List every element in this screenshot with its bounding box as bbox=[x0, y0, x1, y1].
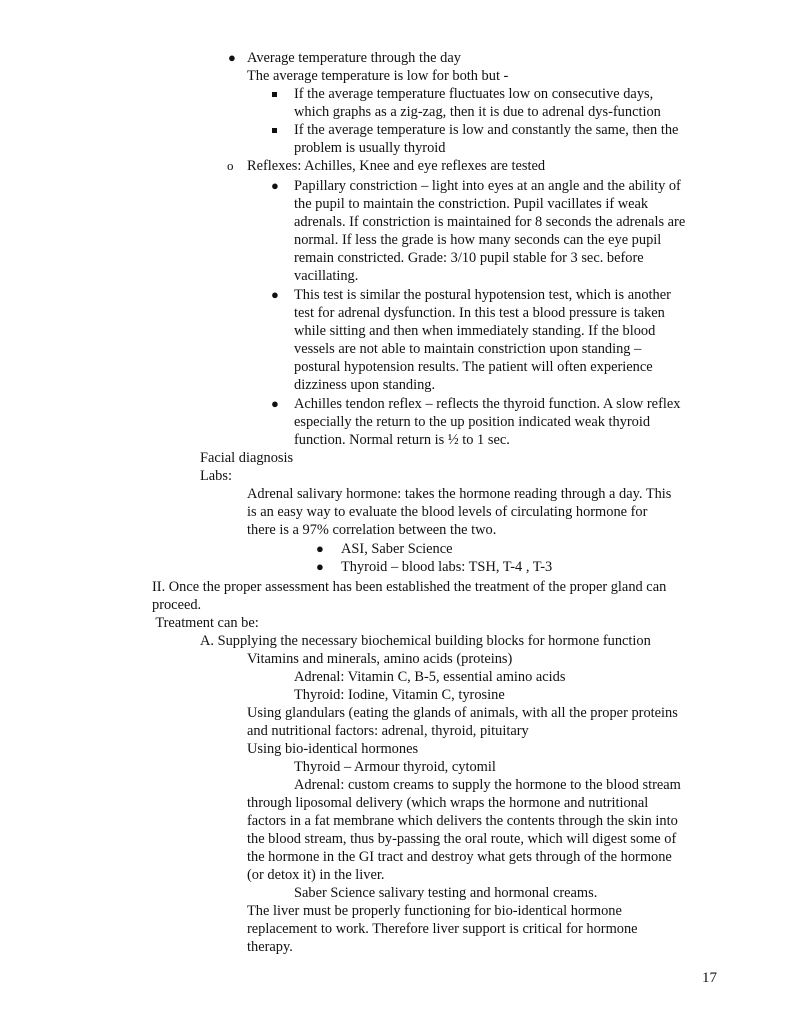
bullet-icon: ● bbox=[316, 559, 324, 574]
bio-thyroid: Thyroid – Armour thyroid, cytomil bbox=[294, 759, 496, 775]
reflex-2-line-3: while sitting and then when immediately standing. If the blood bbox=[294, 323, 656, 339]
bio-adrenal-line-1: Adrenal: custom creams to supply the hormone to the blood stream bbox=[294, 777, 681, 793]
square-bullet-icon bbox=[272, 128, 277, 133]
reflex-1-line-6: vacillating. bbox=[294, 268, 359, 284]
temp-item-2-line-1: If the average temperature is low and constantly the same, then the bbox=[294, 122, 679, 138]
labs-line-2: is an easy way to evaluate the blood levels of circulating hormone for bbox=[247, 504, 648, 520]
bullet-icon: ● bbox=[228, 50, 236, 65]
bullet-icon: ● bbox=[271, 287, 279, 302]
bullet-icon: ● bbox=[271, 396, 279, 411]
reflex-1-line-3: adrenals. If constriction is maintained for 8 seconds the adrenals are bbox=[294, 214, 686, 230]
section2-line-1: II. Once the proper assessment has been established the treatment of the proper gland can bbox=[152, 579, 667, 595]
temp-item-2-line-2: problem is usually thyroid bbox=[294, 140, 446, 156]
bio-adrenal-line-4: the blood stream, thus by-passing the oral route, which will digest some of bbox=[247, 831, 677, 847]
section2-line-2: proceed. bbox=[152, 597, 202, 613]
reflex-2-line-1: This test is similar the postural hypotension test, which is another bbox=[294, 287, 671, 303]
bio-adrenal-line-5: the hormone in the GI tract and destroy what gets through of the hormone bbox=[247, 849, 672, 865]
reflex-1-line-5: remain constricted. Grade: 3/10 pupil stable for 3 sec. before bbox=[294, 250, 644, 266]
liver-line-2: replacement to work. Therefore liver support is critical for hormone bbox=[247, 921, 638, 937]
circle-bullet-icon: o bbox=[227, 158, 234, 173]
labs-item-2: Thyroid – blood labs: TSH, T-4 , T-3 bbox=[341, 559, 553, 575]
reflex-2-line-4: vessels are not able to maintain constriction upon standing – bbox=[294, 341, 642, 357]
glandulars-line-2: and nutritional factors: adrenal, thyroid, pituitary bbox=[247, 723, 529, 739]
vitamins-thyroid: Thyroid: Iodine, Vitamin C, tyrosine bbox=[294, 687, 505, 703]
reflex-1-line-2: the pupil to maintain the constriction. Pupil vacillates if weak bbox=[294, 196, 649, 212]
subsection-a-heading: A. Supplying the necessary biochemical building blocks for hormone function bbox=[200, 633, 651, 649]
reflexes-heading: Reflexes: Achilles, Knee and eye reflexes are tested bbox=[247, 158, 546, 174]
liver-line-1: The liver must be properly functioning for bio-identical hormone bbox=[247, 903, 622, 919]
temperature-intro: The average temperature is low for both but - bbox=[247, 68, 509, 84]
vitamins-adrenal: Adrenal: Vitamin C, B-5, essential amino acids bbox=[294, 669, 566, 685]
bio-adrenal-line-6: (or detox it) in the liver. bbox=[247, 867, 385, 883]
reflex-1-line-4: normal. If less the grade is how many seconds can the eye pupil bbox=[294, 232, 662, 248]
reflex-1-line-1: Papillary constriction – light into eyes at an angle and the ability of bbox=[294, 178, 681, 194]
reflex-2-line-2: test for adrenal dysfunction. In this test a blood pressure is taken bbox=[294, 305, 665, 321]
square-bullet-icon bbox=[272, 92, 277, 97]
labs-line-3: there is a 97% correlation between the two. bbox=[247, 522, 497, 538]
bio-adrenal-line-2: through liposomal delivery (which wraps the hormone and nutritional bbox=[247, 795, 649, 811]
labs-line-1: Adrenal salivary hormone: takes the hormone reading through a day. This bbox=[247, 486, 672, 502]
vitamins-line: Vitamins and minerals, amino acids (proteins) bbox=[247, 651, 513, 667]
reflex-3-line-2: especially the return to the up position indicated weak thyroid bbox=[294, 414, 651, 430]
bio-adrenal-line-3: factors in a fat membrane which delivers the contents through the skin into bbox=[247, 813, 678, 829]
reflex-2-line-6: dizziness upon standing. bbox=[294, 377, 436, 393]
page-number: 17 bbox=[702, 970, 717, 986]
labs-item-1: ASI, Saber Science bbox=[341, 541, 453, 557]
treatment-heading: Treatment can be: bbox=[152, 615, 259, 631]
temperature-bullet: Average temperature through the day bbox=[247, 50, 461, 66]
reflex-2-line-5: postural hypotension results. The patient will often experience bbox=[294, 359, 653, 375]
reflex-3-line-3: function. Normal return is ½ to 1 sec. bbox=[294, 432, 510, 448]
saber-science-line: Saber Science salivary testing and hormonal creams. bbox=[294, 885, 598, 901]
liver-line-3: therapy. bbox=[247, 939, 293, 955]
temp-item-1-line-2: which graphs as a zig-zag, then it is due to adrenal dys-function bbox=[294, 104, 661, 120]
glandulars-line-1: Using glandulars (eating the glands of animals, with all the proper proteins bbox=[247, 705, 678, 721]
reflex-3-line-1: Achilles tendon reflex – reflects the thyroid function. A slow reflex bbox=[294, 396, 681, 412]
labs-heading: Labs: bbox=[200, 468, 232, 484]
temp-item-1-line-1: If the average temperature fluctuates low on consecutive days, bbox=[294, 86, 654, 102]
facial-diagnosis: Facial diagnosis bbox=[200, 450, 294, 466]
bullet-icon: ● bbox=[316, 541, 324, 556]
bio-identical-line: Using bio-identical hormones bbox=[247, 741, 419, 757]
bullet-icon: ● bbox=[271, 178, 279, 193]
